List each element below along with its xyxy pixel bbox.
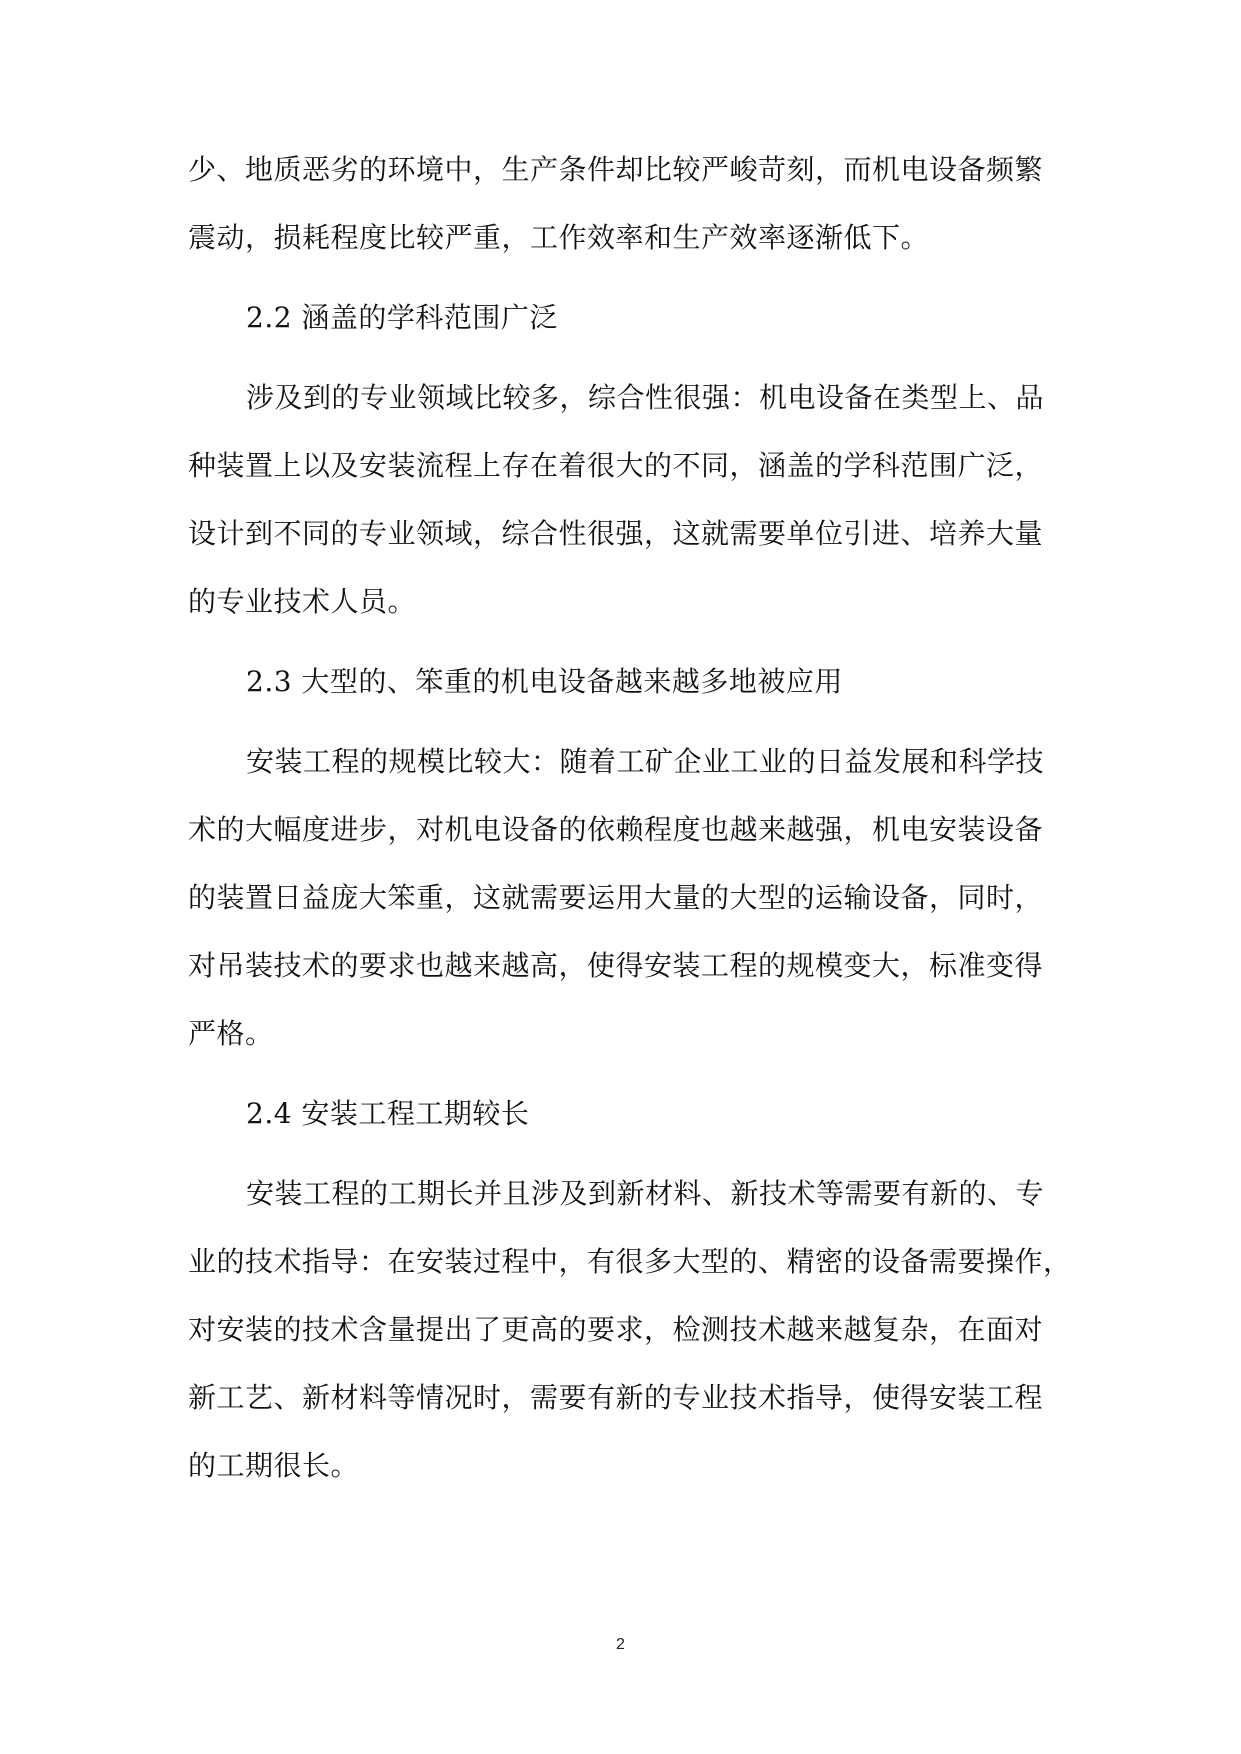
text-line: 对安装的技术含量提出了更高的要求，检测技术越来越复杂，在面对 xyxy=(188,1313,1044,1346)
text-line: 的工期很长。 xyxy=(188,1449,360,1482)
page-number: 2 xyxy=(616,1636,625,1653)
text-line: 种装置上以及安装流程上存在着很大的不同，涵盖的学科范围广泛， xyxy=(188,449,1044,482)
text-line: 严格。 xyxy=(188,1017,274,1050)
text-line: 的装置日益庞大笨重，这就需要运用大量的大型的运输设备，同时， xyxy=(188,881,1044,914)
section-heading: 2.2 涵盖的学科范围广泛 xyxy=(246,301,558,334)
text-line: 的专业技术人员。 xyxy=(188,585,417,618)
text-line: 安装工程的工期长并且涉及到新材料、新技术等需要有新的、专 xyxy=(246,1177,1045,1210)
text-line: 对吊装技术的要求也越来越高，使得安装工程的规模变大，标准变得 xyxy=(188,949,1044,982)
text-line: 涉及到的专业领域比较多，综合性很强：机电设备在类型上、品 xyxy=(246,381,1045,414)
section-heading: 2.3 大型的、笨重的机电设备越来越多地被应用 xyxy=(246,665,843,698)
text-line: 术的大幅度进步，对机电设备的依赖程度也越来越强，机电安装设备 xyxy=(188,813,1044,846)
text-line: 安装工程的规模比较大：随着工矿企业工业的日益发展和科学技 xyxy=(246,745,1045,778)
text-line: 少、地质恶劣的环境中，生产条件却比较严峻苛刻，而机电设备频繁 xyxy=(188,153,1044,186)
text-line: 设计到不同的专业领域，综合性很强，这就需要单位引进、培养大量 xyxy=(188,517,1044,550)
text-line: 震动，损耗程度比较严重，工作效率和生产效率逐渐低下。 xyxy=(188,221,930,254)
text-line: 新工艺、新材料等情况时，需要有新的专业技术指导，使得安装工程 xyxy=(188,1381,1044,1414)
section-heading: 2.4 安装工程工期较长 xyxy=(246,1097,530,1130)
text-line: 业的技术指导：在安装过程中，有很多大型的、精密的设备需要操作， xyxy=(188,1245,1072,1278)
